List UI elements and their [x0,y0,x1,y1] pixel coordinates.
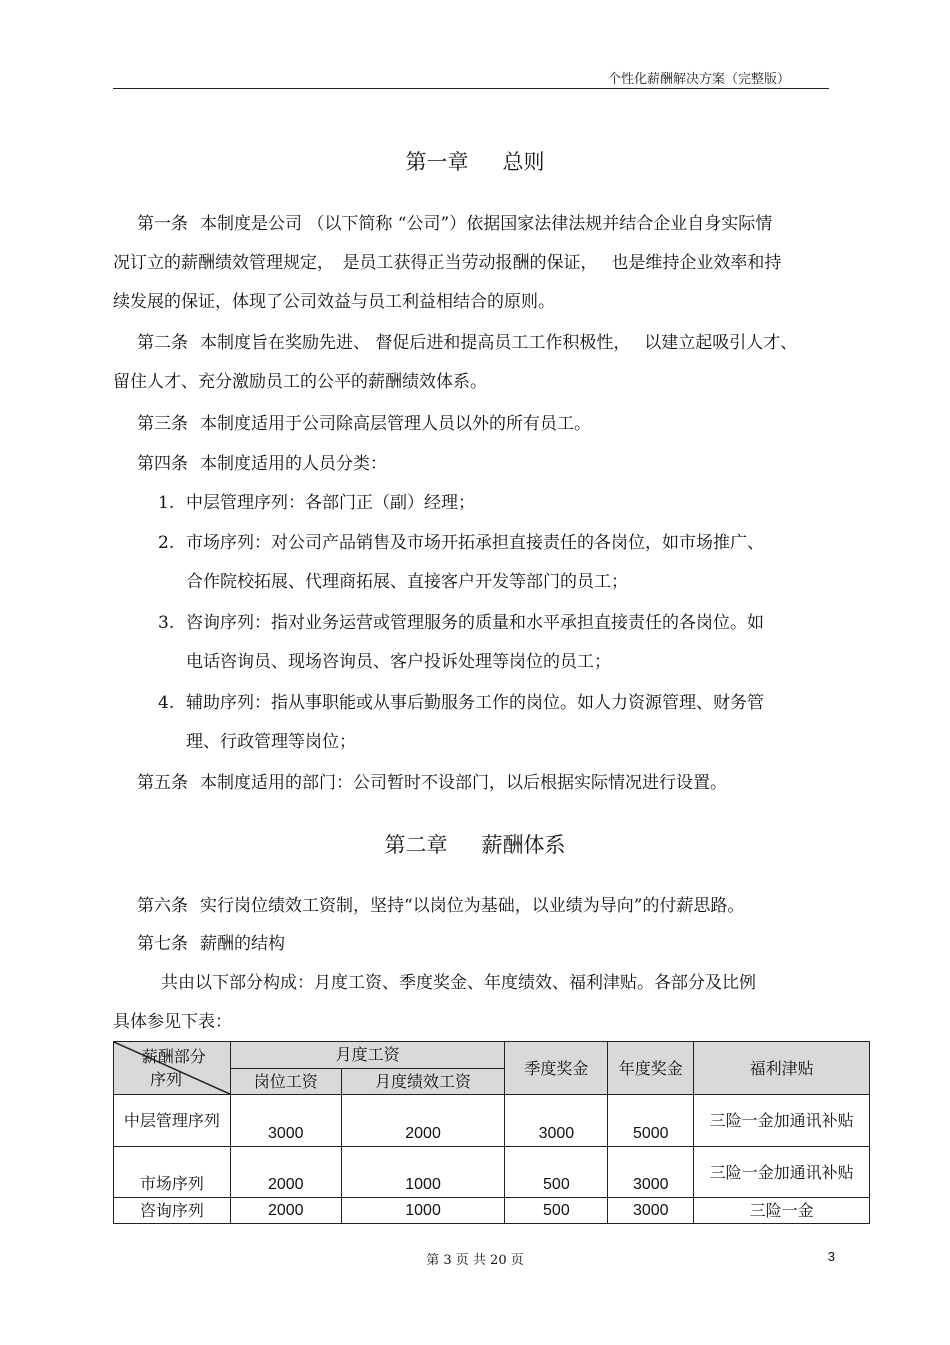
row-3-welfare: 三险一金 [694,1198,870,1224]
chapter-1-heading [0,146,950,176]
row-3-quarter: 500 [505,1198,608,1224]
header-title: 个性化薪酬解决方案（完整版） [607,72,790,87]
row-3-perf: 1000 [341,1198,505,1224]
row-3-position: 2000 [230,1198,341,1224]
list-item-3 [158,604,838,682]
list-item-2-line-2: 合作院校拓展、代理商拓展、直接客户开发等部门的员工； [186,572,628,592]
corner-bottom-label: 序列 [150,1070,183,1089]
chapter-2-title: 薪酬体系 [481,833,566,857]
article-7-description [113,964,833,1042]
article-5-label: 第五条 [137,773,188,793]
list-item-2-num: 2. [158,533,175,553]
chapter-1-title: 总则 [502,150,545,174]
table-row [114,1147,870,1198]
article-7-label: 第七条 [137,934,188,954]
article-7-desc-line-2: 具体参见下表： [113,1012,232,1032]
table-corner-cell [114,1042,231,1095]
header-position-wage: 岗位工资 [230,1068,341,1095]
list-item-3-line-1: 咨询序列：指对业务运营或管理服务的质量和水平承担直接责任的各岗位。如 [186,613,764,633]
chapter-1-number: 第一章 [405,150,469,174]
article-2 [113,324,833,402]
row-2-annual: 3000 [608,1147,694,1198]
row-3-annual: 3000 [608,1198,694,1224]
article-7 [113,925,833,964]
list-item-1-num: 1. [158,493,175,513]
article-2-label: 第二条 [137,333,188,353]
row-1-perf: 2000 [341,1095,505,1147]
article-1-line-1: 本制度是公司 （以下简称 “公司”）依据国家法律法规并结合企业自身实际情 [200,214,773,234]
row-2-seq: 市场序列 [114,1147,231,1198]
header-monthly: 月度工资 [230,1042,505,1069]
row-1-seq: 中层管理序列 [114,1095,231,1147]
list-item-2 [158,524,838,602]
row-3-seq: 咨询序列 [114,1198,231,1224]
article-1 [113,205,833,322]
row-2-quarter: 500 [505,1147,608,1198]
article-6-label: 第六条 [137,896,188,916]
list-item-4 [158,684,838,762]
article-4-text: 本制度适用的人员分类： [200,454,387,474]
list-item-3-num: 3. [158,613,175,633]
article-3-text: 本制度适用于公司除高层管理人员以外的所有员工。 [200,414,591,434]
corner-top-label: 薪酬部分 [141,1047,206,1066]
row-1-position: 3000 [230,1095,341,1147]
article-2-line-1: 本制度旨在奖励先进、 督促后进和提高员工工作积极性， 以建立起吸引人才、 [200,333,798,353]
list-item-3-line-2: 电话咨询员、现场咨询员、客户投诉处理等岗位的员工； [186,652,611,672]
chapter-2-heading [0,829,950,859]
article-5-text: 本制度适用的部门：公司暂时不设部门，以后根据实际情况进行设置。 [200,773,727,793]
list-item-2-line-1: 市场序列：对公司产品销售及市场开拓承担直接责任的各岗位，如市场推广、 [186,533,764,553]
article-3 [113,405,833,444]
list-item-1-line-1: 中层管理序列：各部门正（副）经理； [186,493,475,513]
article-4-label: 第四条 [137,454,188,474]
article-7-text: 薪酬的结构 [200,934,285,954]
list-item-4-num: 4. [158,693,175,713]
table-row [114,1198,870,1224]
article-2-line-2: 留住人才、充分激励员工的公平的薪酬绩效体系。 [113,372,487,392]
row-1-quarter: 3000 [505,1095,608,1147]
list-item-4-line-1: 辅助序列：指从事职能或从事后勤服务工作的岗位。如人力资源管理、财务管 [186,693,764,713]
header-rule [113,88,829,89]
chapter-2-number: 第二章 [384,833,448,857]
footer-page-number: 3 [827,1249,835,1264]
list-item-4-line-2: 理、行政管理等岗位； [186,732,356,752]
header-quarterly: 季度奖金 [505,1042,608,1095]
header-annual: 年度奖金 [608,1042,694,1095]
footer-page-count: 第 3 页 共 20 页 [426,1253,524,1268]
row-2-welfare: 三险一金加通讯补贴 [694,1147,870,1198]
article-6 [113,887,833,926]
article-1-line-2: 况订立的薪酬绩效管理规定， 是员工获得正当劳动报酬的保证， 也是维持企业效率和持 [113,253,782,273]
article-4 [113,445,833,484]
header-monthly-perf: 月度绩效工资 [341,1068,505,1095]
article-7-desc-line-1: 共由以下部分构成：月度工资、季度奖金、年度绩效、福利津贴。各部分及比例 [161,973,756,993]
article-3-label: 第三条 [137,414,188,434]
row-1-annual: 5000 [608,1095,694,1147]
article-6-text: 实行岗位绩效工资制，坚持“以岗位为基础，以业绩为导向”的付薪思路。 [200,896,745,916]
table-row [114,1095,870,1147]
article-5 [113,764,833,803]
header-welfare: 福利津贴 [694,1042,870,1095]
list-item-1 [158,484,838,523]
row-2-position: 2000 [230,1147,341,1198]
row-1-welfare: 三险一金加通讯补贴 [694,1095,870,1147]
salary-structure-table [113,1041,870,1224]
row-2-perf: 1000 [341,1147,505,1198]
article-1-label: 第一条 [137,214,188,234]
article-1-line-3: 续发展的保证，体现了公司效益与员工利益相结合的原则。 [113,292,555,312]
